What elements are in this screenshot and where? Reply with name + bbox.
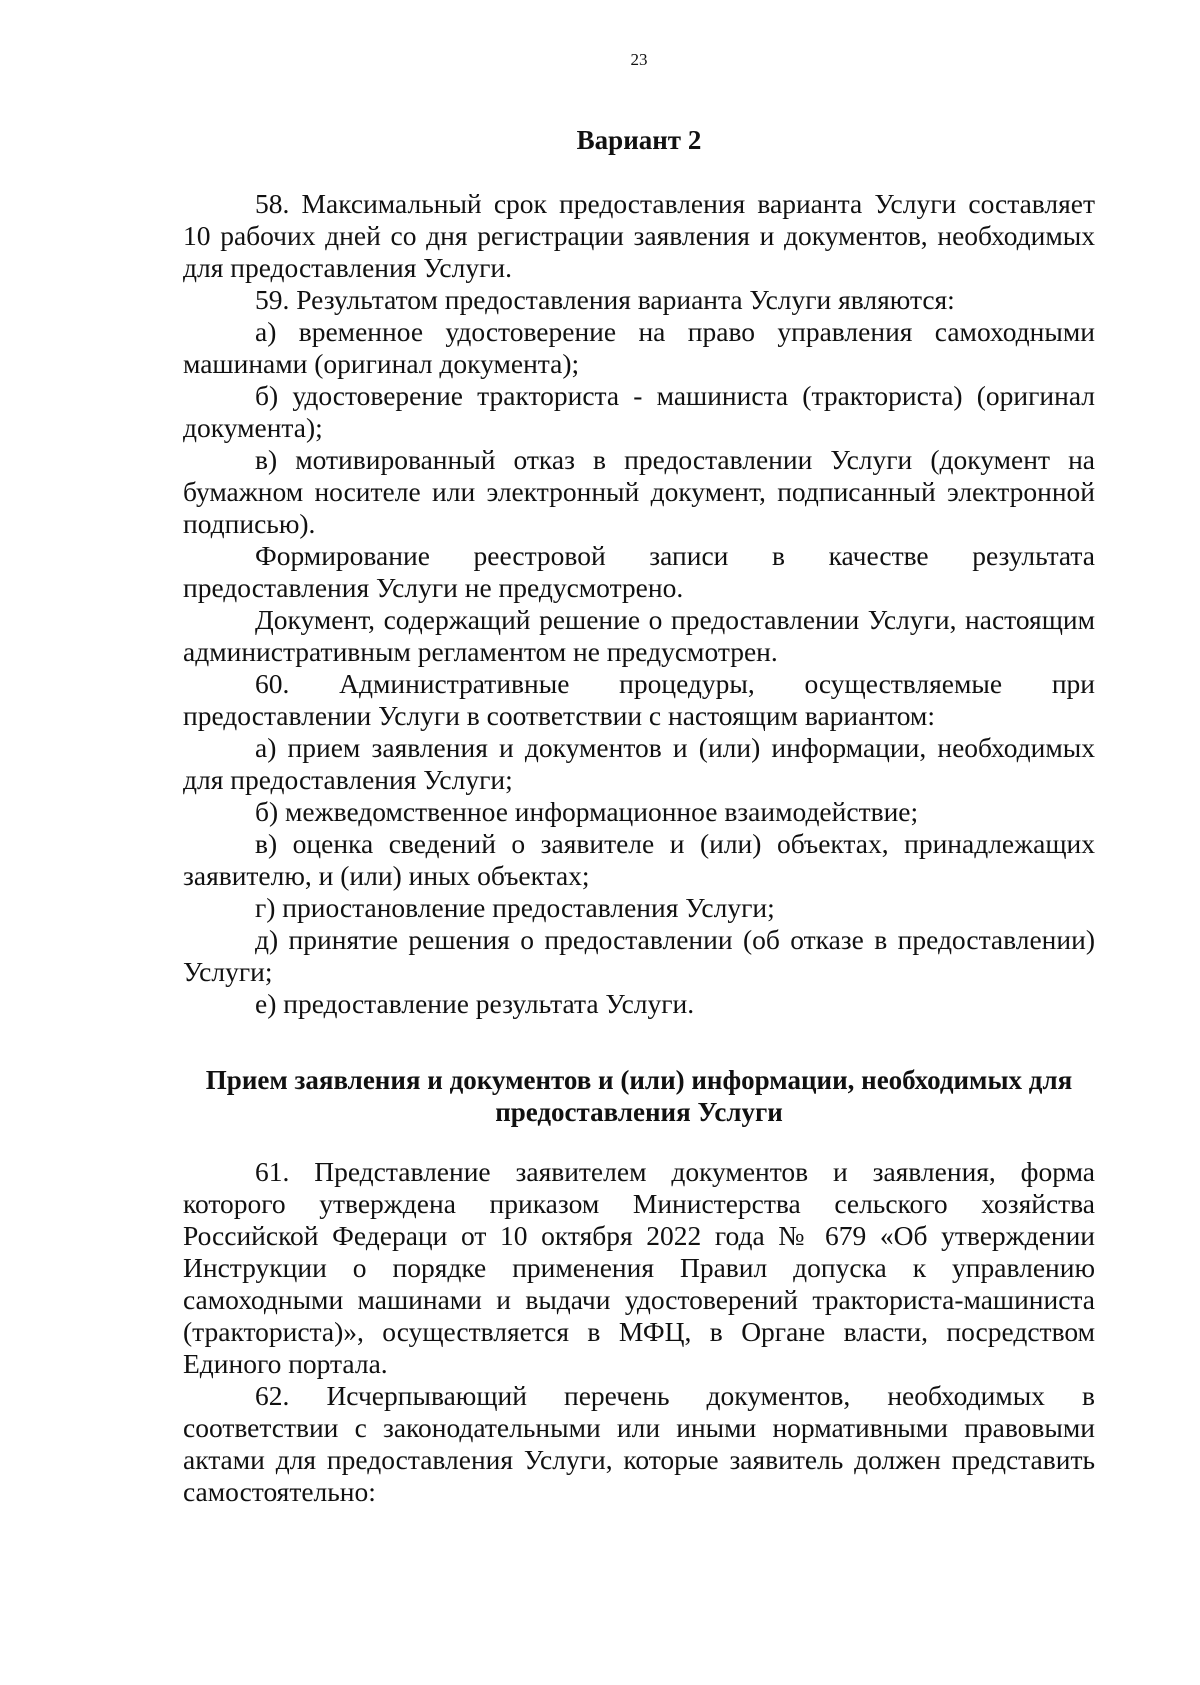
result-item-a: а) временное удостоверение на право управления самоходными машинами (оригинал документа); <box>183 316 1095 379</box>
paragraph-61: 61. Представление заявителем документов и заявления, форма которого утверждена приказом Министерства сельского хозяйства Российской Федераци от 10 октября 2022 года № 679 «Об утверждении Инструкции о порядке применения Правил допуска к управлению самоходными машинами и выдачи удостоверений тракториста-машиниста (тракториста)», осуществляется в МФЦ, в Органе власти, посредством Единого портала. <box>183 1156 1095 1379</box>
procedure-item-b: б) межведомственное информационное взаимодействие; <box>255 796 919 827</box>
result-item-b: б) удостоверение тракториста - машиниста (тракториста) (оригинал документа); <box>183 380 1095 443</box>
variant-title: Вариант 2 <box>576 125 702 155</box>
section-body <box>183 1156 1095 1508</box>
page-number: 23 <box>630 50 648 69</box>
paragraph-59: 59. Результатом предоставления варианта Услуги являются: <box>255 284 955 315</box>
variant-body <box>183 188 1095 1020</box>
result-item-v: в) мотивированный отказ в предоставлении Услуги (документ на бумажном носителе или электронный документ, подписанный электронной подписью). <box>183 444 1095 539</box>
registry-note: Формирование реестровой записи в качестве результата предоставления Услуги не предусмотрено. <box>183 540 1095 603</box>
procedure-item-a: а) прием заявления и документов и (или) информации, необходимых для предоставления Услуги; <box>183 732 1095 795</box>
section-heading <box>183 1064 1095 1128</box>
section-heading-line-2: предоставления Услуги <box>495 1097 783 1127</box>
procedure-item-d: д) принятие решения о предоставлении (об отказе в предоставлении) Услуги; <box>183 924 1095 987</box>
paragraph-60: 60. Административные процедуры, осуществляемые при предоставлении Услуги в соответствии с настоящим вариантом: <box>183 668 1095 731</box>
section-heading-line-1: Прием заявления и документов и (или) информации, необходимых для <box>205 1065 1073 1095</box>
procedure-item-v: в) оценка сведений о заявителе и (или) объектах, принадлежащих заявителю, и (или) иных объектах; <box>183 828 1095 891</box>
procedure-item-e: е) предоставление результата Услуги. <box>255 988 695 1019</box>
procedure-item-g: г) приостановление предоставления Услуги; <box>255 892 775 923</box>
decision-document-note: Документ, содержащий решение о предоставлении Услуги, настоящим административным регламентом не предусмотрен. <box>183 604 1095 667</box>
paragraph-62: 62. Исчерпывающий перечень документов, необходимых в соответствии с законодательными или иными нормативными правовыми актами для предоставления Услуги, которые заявитель должен представить самостоятельно: <box>183 1380 1095 1507</box>
paragraph-58: 58. Максимальный срок предоставления варианта Услуги составляет 10 рабочих дней со дня регистрации заявления и документов, необходимых для предоставления Услуги. <box>183 188 1095 283</box>
